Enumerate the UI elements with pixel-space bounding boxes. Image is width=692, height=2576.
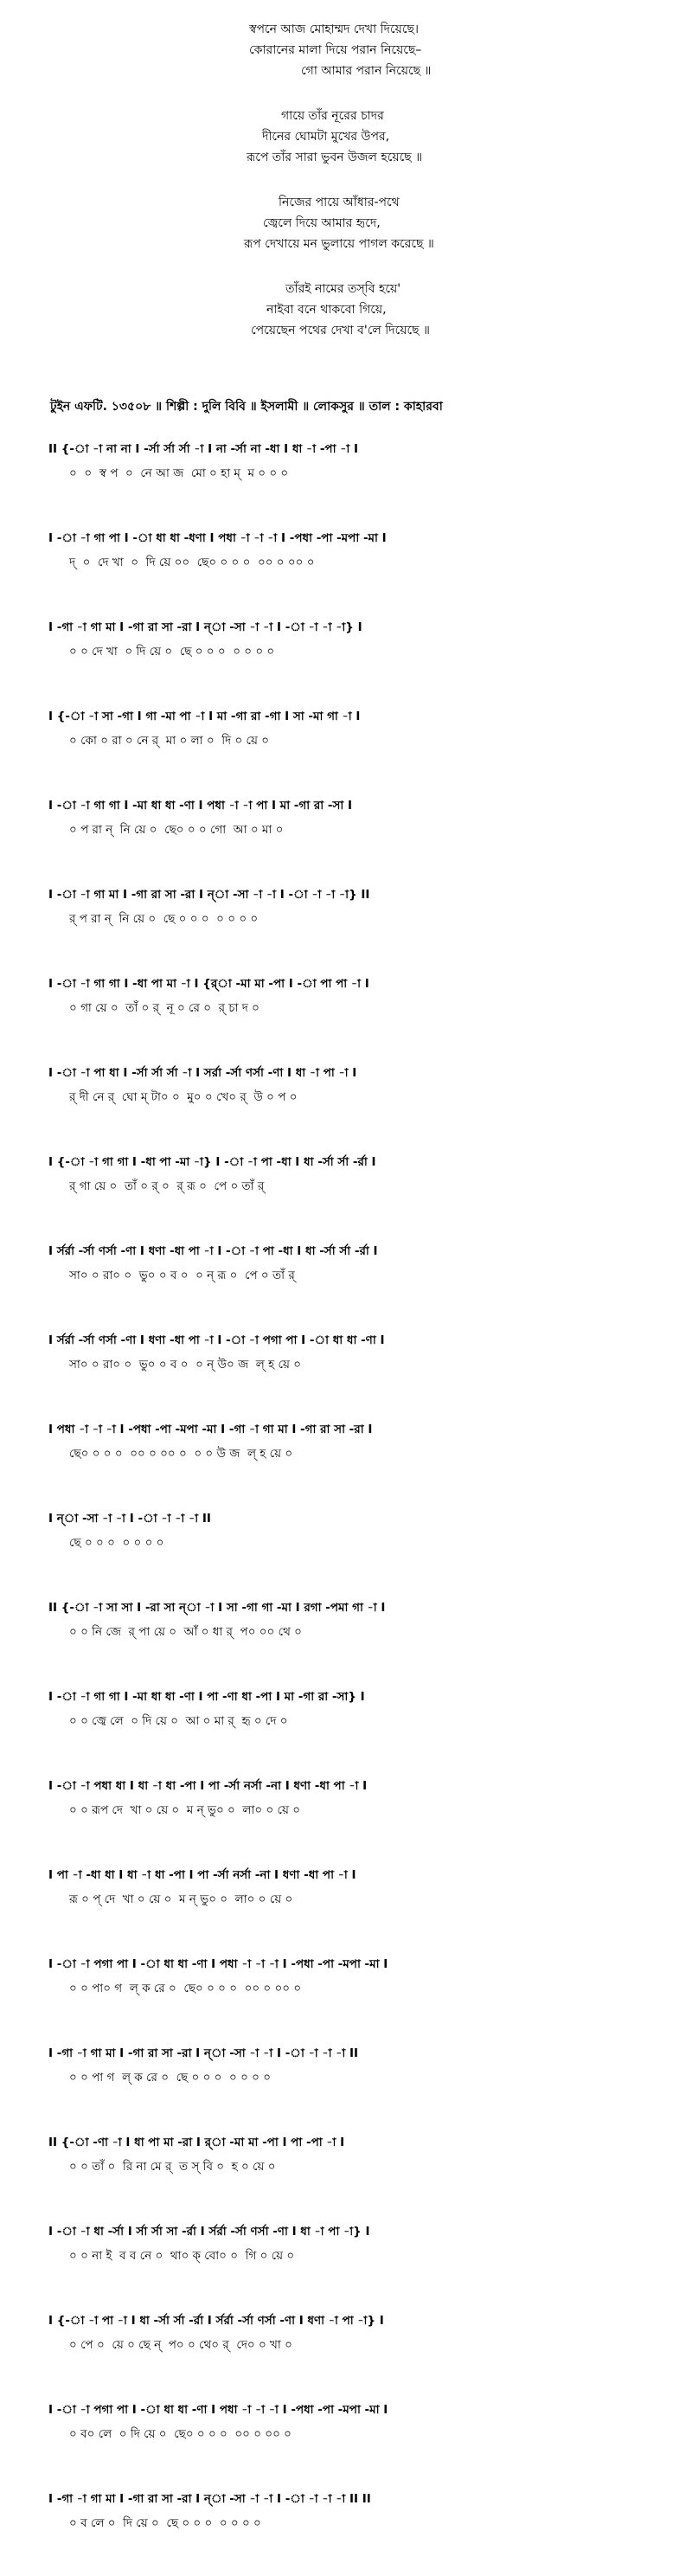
lyrics-line: তাঁরই নামের তস্‌বি হয়ে' (285, 282, 401, 296)
lyric-syllables: ০ ০ দে খা ০ দি য়ে ০ ছে ০ ০ ০ ০ ০ ০ ০ (69, 645, 275, 658)
lyric-syllables: ০ পে ০ য়ে ০ ছে ন্ প০ ০ থে০ র্ দে০ ০ খা ০ (69, 2338, 292, 2352)
notation-row (0, 2041, 692, 2130)
lyric-syllables: র্ প রা ন্ নি য়ে ০ ছে ০ ০ ০ ০ ০ ০ ০ (69, 912, 259, 926)
lyric-syllables: ০ ০ রূপ দে খা ০ য়ে ০ ম ন্ ভু০ ০ লা০ ০ য়ে ০ (69, 1803, 301, 1817)
lyric-syllables: ছে০ ০ ০ ০ ০০ ০ ০০ ০ ০ ০ উ জ ল্ হ য়ে ০ (69, 1447, 293, 1461)
swara-line: I -া -া গা গা I -মা ধা ধা -ণা I পধা -া -া পা I মা -গা রা -সা I (48, 799, 353, 813)
lyric-syllables: দ্ ০ দে খা ০ দি য়ে ০০ ছে০ ০ ০ ০ ০০ ০ ০০ ০ (69, 556, 315, 569)
lyric-syllables: ০ ব লে ০ দি য়ে ০ ছে ০ ০ ০ ০ ০ ০ ০ (69, 2516, 261, 2530)
lyric-syllables: র্ দী নে র্ ঘো ম্ টা০ ০ মু০ ০ খে০ র্ উ ০ প ০ (69, 1090, 298, 1104)
notation-row (0, 1685, 692, 1774)
notation-row (0, 1952, 692, 2041)
lyrics-line: স্বপনে আজ মোহাম্মদ দেখা দিয়েছে। (249, 22, 419, 36)
notation-row (0, 2309, 692, 2398)
notation-row (0, 1774, 692, 1863)
lyrics-line: গো আমার পরান নিয়েছে ॥ (301, 64, 432, 78)
lyric-syllables: ছে ০ ০ ০ ০ ০ ০ ০ (69, 1536, 164, 1550)
notation-row (0, 2219, 692, 2309)
swara-line: I -গা -া গা মা I -গা রা সা -রা I ন্‌া -সা -া -া I -া -া -া -া II II (48, 2492, 371, 2506)
notation-row (0, 1417, 692, 1506)
lyrics-line: নিজের পায়ে আঁধার-পথে (279, 196, 400, 209)
lyrics-line: রূপ দেখায়ে মন ভুলায়ে পাগল করেছে ॥ (244, 237, 434, 251)
notation-row (0, 1150, 692, 1239)
swara-line: II {-া -া সা সা I -রা সা ন্‌া -া I সা -গা গা -মা I রগা -পমা গা -া I (48, 1601, 386, 1615)
swara-line: I -া -া পা ধা I -র্সা র্সা র্সা -া I সর্রা -র্সা ণর্সা -ণা I ধা -া পা -া I (48, 1066, 357, 1080)
swara-line: I র্সর্রা -র্সা ণর্সা -ণা I ধণা -ধা পা -া I -া -া পা -ধা I ধা -র্সা র্সা -র্রা I (48, 1244, 378, 1258)
notation-row (0, 972, 692, 1061)
lyrics-stanza-2 (0, 106, 692, 168)
lyrics-line: কোরানের মালা দিয়ে পরান নিয়েছে– (249, 43, 422, 57)
swara-line: I -া -া পগা পা I -া ধা ধা -ণা I পধা -া -া -া I -পধা -পা -মপা -মা I (48, 1957, 388, 1971)
notation-row (0, 526, 692, 615)
notation-row (0, 1328, 692, 1417)
lyric-syllables: ০ ০ পা গ ল্ ক রে ০ ছে ০ ০ ০ ০ ০ ০ ০ (69, 2071, 272, 2085)
swara-line: I {-া -া পা -া I ধা -র্সা র্সা -র্রা I র্সর্রা -র্সা ণর্সা -ণা I ধণা -া পা -া} I (48, 2314, 384, 2328)
lyrics-stanza-4 (0, 279, 692, 341)
swara-line: II {-া -ণা -া I ধা পা মা -রা I র্‌া -মা মা -পা I পা -পা -া I (48, 2136, 345, 2149)
lyric-syllables: ০ ০ নি জে র্ পা য়ে ০ আঁ ০ ধা র্ প০ ০০ থে ০ (69, 1625, 302, 1639)
swaralipi-notation (0, 437, 692, 2576)
song-lyrics (0, 19, 692, 365)
notation-row (0, 615, 692, 704)
notation-row (0, 2487, 692, 2576)
notation-row (0, 1863, 692, 1952)
lyric-syllables: ০ গা য়ে ০ তাঁ ০ র্ নূ ০ রে ০ র্ চা দ ০ (69, 1001, 260, 1015)
lyrics-line: গায়ে তাঁর নূরের চাদর (281, 109, 384, 123)
notation-row (0, 1061, 692, 1150)
lyrics-line: নাইবা বনে থাকবো গিয়ে, (266, 303, 387, 317)
swara-line: I পধা -া -া -া I -পধা -পা -মপা -মা I -গা -া গা মা I -গা রা সা -রা I (48, 1423, 373, 1436)
notation-row (0, 1596, 692, 1685)
lyric-syllables: ০ ০ জ্বে লে ০ দি য়ে ০ আ ০ মা র্ হৃ ০ দে ০ (69, 1714, 288, 1728)
lyrics-line: জ্বেলে দিয়ে আমার হৃদে, (263, 216, 381, 230)
swara-line: I {-া -া সা -গা I গা -মা পা -া I মা -গা রা -গা I সা -মা গা -া I (48, 710, 361, 723)
lyrics-line: পেয়েছেন পথের দেখা ব'লে দিয়েছে ॥ (251, 324, 430, 337)
swara-line: I -া -া গা গা I -ধা পা মা -া I {র্‌া -মা মা -পা I -া পা পা -া I (48, 977, 369, 991)
lyric-syllables: ০ ব০ লে ০ দি য়ে ০ ছে০ ০ ০ ০ ০০ ০ ০০ ০ (69, 2427, 292, 2441)
swara-line: I -গা -া গা মা I -গা রা সা -রা I ন্‌া -সা -া -া I -া -া -া -া} I (48, 620, 362, 634)
notation-row (0, 2130, 692, 2219)
notation-row (0, 1239, 692, 1328)
swara-line: I -া -া ধা -র্সা I র্সা র্সা সা -র্রা I র্সর্রা -র্সা ণর্সা -ণা I ধা -া পা -া} I (48, 2225, 370, 2239)
lyric-syllables: র্ গা য়ে ০ তাঁ ০ র্ ০ র্ রূ ০ পে ০ তাঁ র্ (69, 1179, 265, 1193)
notation-row (0, 883, 692, 972)
lyric-syllables: ০ ০ না ই ব ব নে ০ থা০ ক্ বো০ ০ গি ০ য়ে ০ (69, 2249, 295, 2263)
swara-line: I {-া -া গা গা I -ধা পা -মা -া} I -া -া পা -ধা I ধা -র্সা র্সা -র্রা I (48, 1155, 376, 1169)
swara-line: I ন্‌া -সা -া -া I -া -া -া -া II (48, 1512, 211, 1526)
swara-line: I -া -া পগা পা I -া ধা ধা -ণা I পধা -া -া -া I -পধা -পা -মপা -মা I (48, 2403, 388, 2417)
swara-line: I -গা -া গা মা I -গা রা সা -রা I ন্‌া -সা -া -া I -া -া -া -া II (48, 2046, 359, 2060)
lyric-syllables: সা০ ০ রা০ ০ ভু০ ০ ব ০ ০ ন্ রূ ০ পে ০ তাঁ র্ (69, 1269, 295, 1282)
swara-line: I -া -া পধা ধা I ধা -া ধা -পা I পা -র্সা নর্সা -না I ধণা -ধা পা -া I (48, 1779, 368, 1793)
notation-row (0, 1506, 692, 1596)
swara-line: I র্সর্রা -র্সা ণর্সা -ণা I ধণা -ধা পা -া I -া -া পগা পা I -া ধা ধা -ণা I (48, 1333, 385, 1347)
lyric-syllables: ০ ০ পা০ গ ল্ ক রে ০ ছে০ ০ ০ ০ ০০ ০ ০০ ০ (69, 1982, 302, 1995)
notation-row (0, 704, 692, 793)
lyric-syllables: ০ ০ স্ব প ০ নে আ জ মো ০ হা ম্ ম ০ ০ ০ (69, 466, 289, 480)
notation-row (0, 437, 692, 526)
swara-line: I -া -া গা পা I -া ধা ধা -ধণা I পধা -া -া -া I -পধা -পা -মপা -মা I (48, 531, 387, 545)
lyric-syllables: সা০ ০ রা০ ০ ভু০ ০ ব ০ ০ ন্ উ০ জ ল্ হ য়ে ০ (69, 1358, 301, 1372)
notation-row (0, 793, 692, 883)
lyric-syllables: রূ ০ প্ দে খা ০ য়ে ০ ম ন্ ভু০ ০ লা০ ০ য়ে ০ (69, 1892, 293, 1906)
notation-row (0, 2398, 692, 2487)
swara-line: I -া -া গা মা I -গা রা সা -রা I ন্‌া -সা -া -া I -া -া -া -া} II (48, 888, 370, 902)
swara-line: II {-া -া না না I -র্সা র্সা র্সা -া I না -র্সা না -ধা I ধা -া -পা -া I (48, 442, 359, 456)
swara-line: I -া -া গা গা I -মা ধা ধা -ণা I পা -ণা ধা -পা I মা -গা রা -সা} I (48, 1690, 365, 1704)
swara-line: I পা -া -ধা ধা I ধা -া ধা -পা I পা -র্সা নর্সা -না I ধণা -ধা পা -া I (48, 1868, 356, 1882)
lyrics-stanza-1 (0, 19, 692, 81)
lyric-syllables: ০ কো ০ রা ০ নে র্ মা ০ লা ০ দি ০ য়ে ০ (69, 734, 270, 748)
lyrics-line: দীনের ঘোমটা মুখের উপর, (262, 130, 390, 144)
record-info: টুইন এফটি. ১৩৫০৮ ॥ শিল্পী : দুলি বিবি ॥ ইসলামী ॥ লোকসুর ॥ তাল : কাহারবা (50, 400, 443, 414)
lyric-syllables: ০ ০ তাঁ ০ রি না মে র্ ত স্ বি ০ হ ০ য়ে ০ (69, 2160, 276, 2174)
lyrics-line: রূপে তাঁর সারা ভুবন উজল হয়েছে ॥ (247, 151, 423, 164)
lyric-syllables: ০ প রা ন্ নি য়ে ০ ছে০ ০ ০ গো আ ০ মা ০ (69, 823, 284, 837)
lyrics-stanza-3 (0, 192, 692, 254)
